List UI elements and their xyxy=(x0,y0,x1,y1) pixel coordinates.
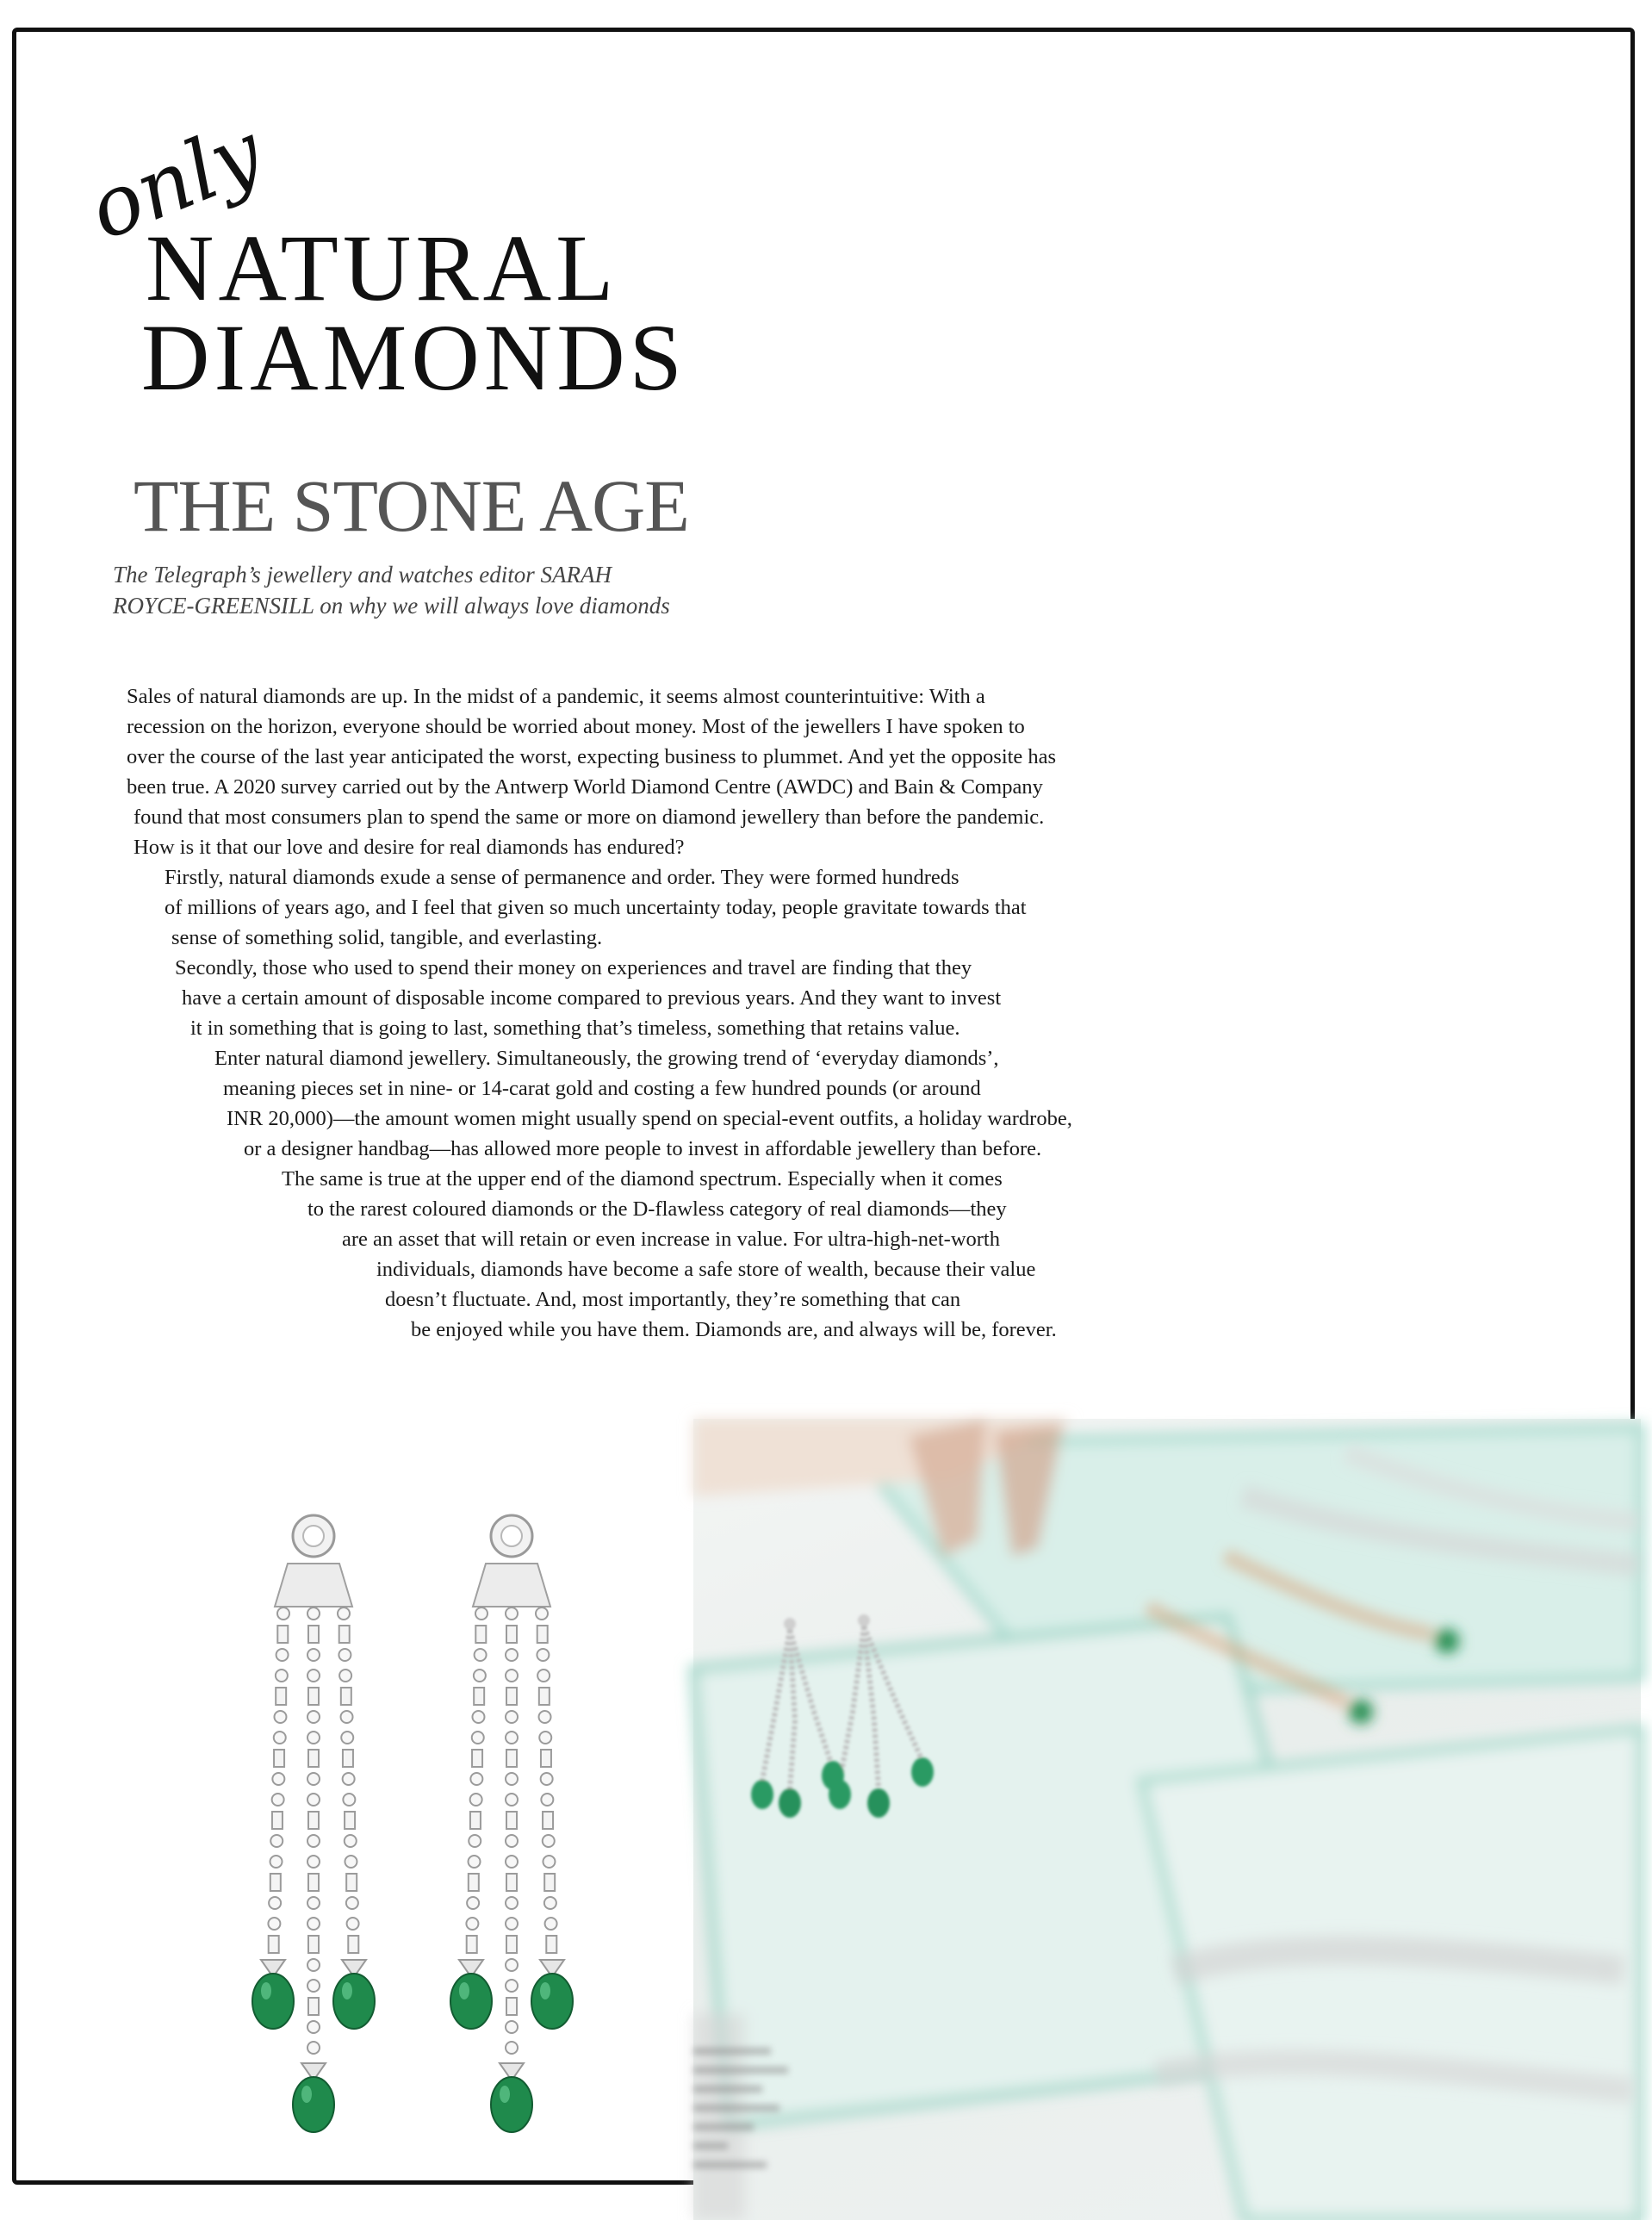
baguette-diamond xyxy=(308,1936,319,1953)
emerald-drop xyxy=(491,2077,532,2132)
masthead-line-2: DIAMONDS xyxy=(141,305,686,410)
body-line: Enter natural diamond jewellery. Simultaneously, the growing trend of ‘everyday diamonds’, xyxy=(214,1047,999,1070)
round-diamond xyxy=(466,1918,478,1930)
round-diamond xyxy=(307,1670,320,1682)
body-line: How is it that our love and desire for real diamonds has endured? xyxy=(134,836,685,859)
round-diamond xyxy=(475,1607,488,1620)
baguette-diamond xyxy=(308,1874,319,1891)
body-line: or a designer handbag—has allowed more people to invest in affordable jewellery than before. xyxy=(244,1137,1042,1160)
round-diamond xyxy=(506,1607,518,1620)
round-diamond xyxy=(272,1773,284,1785)
round-diamond xyxy=(307,1835,320,1847)
round-diamond xyxy=(470,1773,482,1785)
round-diamond xyxy=(506,1918,518,1930)
round-diamond xyxy=(307,1980,320,1992)
round-diamond xyxy=(338,1649,351,1661)
round-diamond xyxy=(506,1980,518,1992)
round-diamond xyxy=(506,1897,518,1909)
round-diamond xyxy=(472,1711,484,1723)
body-line: Sales of natural diamonds are up. In the midst of a pandemic, it seems almost counterintuitive: With a xyxy=(127,685,985,708)
round-diamond xyxy=(307,1711,320,1723)
body-line: recession on the horizon, everyone should be worried about money. Most of the jewellers I have spoken to xyxy=(127,715,1025,738)
round-diamond xyxy=(506,2042,518,2054)
emerald-drop xyxy=(531,1974,573,2029)
round-diamond xyxy=(345,1856,357,1868)
round-diamond xyxy=(506,1959,518,1971)
body-line: Secondly, those who used to spend their money on experiences and travel are finding that they xyxy=(175,956,972,979)
round-diamond xyxy=(345,1835,357,1847)
round-diamond xyxy=(543,1856,555,1868)
round-diamond xyxy=(475,1649,487,1661)
body-line: been true. A 2020 survey carried out by the Antwerp World Diamond Centre (AWDC) and Bain & Company xyxy=(127,775,1043,799)
round-diamond xyxy=(277,1607,289,1620)
body-line: individuals, diamonds have become a safe store of wealth, because their value xyxy=(376,1258,1036,1281)
article-headline: THE STONE AGE xyxy=(134,464,689,547)
baguette-diamond xyxy=(272,1812,283,1829)
round-diamond xyxy=(274,1711,286,1723)
round-diamond xyxy=(307,2021,320,2033)
baguette-diamond xyxy=(274,1750,284,1767)
masthead-title xyxy=(141,215,686,410)
body-line: INR 20,000)—the amount women might usually spend on special-event outfits, a holiday wardrobe, xyxy=(227,1107,1072,1130)
body-line: be enjoyed while you have them. Diamonds are, and always will be, forever. xyxy=(411,1318,1057,1341)
baguette-diamond xyxy=(308,1688,319,1705)
article-body xyxy=(127,681,1160,1345)
chandelier-top xyxy=(275,1564,352,1607)
body-line: it in something that is going to last, something that’s timeless, something that retains value. xyxy=(190,1017,960,1040)
round-diamond xyxy=(346,1897,358,1909)
round-diamond xyxy=(269,1897,281,1909)
round-diamond xyxy=(541,1794,553,1806)
baguette-diamond xyxy=(469,1874,479,1891)
baguette-diamond xyxy=(475,1626,486,1643)
round-diamond xyxy=(506,1856,518,1868)
round-diamond xyxy=(341,1711,353,1723)
baguette-diamond xyxy=(546,1936,556,1953)
display-photo-scene xyxy=(693,1419,1641,2220)
emerald-drop xyxy=(252,1974,294,2029)
round-diamond xyxy=(470,1794,482,1806)
baguette-diamond xyxy=(277,1626,288,1643)
baguette-diamond xyxy=(506,1626,517,1643)
round-diamond xyxy=(276,1649,289,1661)
round-diamond xyxy=(307,1856,320,1868)
round-diamond xyxy=(307,1918,320,1930)
baguette-diamond xyxy=(269,1936,279,1953)
round-diamond xyxy=(270,1856,283,1868)
round-diamond xyxy=(307,1649,320,1661)
body-line: over the course of the last year anticipated the worst, expecting business to plummet. And yet the opposite has xyxy=(127,745,1057,768)
round-diamond xyxy=(307,1607,320,1620)
round-diamond xyxy=(506,1649,518,1661)
baguette-diamond xyxy=(341,1688,351,1705)
baguette-diamond xyxy=(346,1874,357,1891)
baguette-diamond xyxy=(343,1750,353,1767)
round-diamond xyxy=(506,1835,518,1847)
body-line: The same is true at the upper end of the diamond spectrum. Especially when it comes xyxy=(282,1167,1003,1191)
round-diamond xyxy=(539,1711,551,1723)
round-diamond xyxy=(506,1794,518,1806)
round-diamond xyxy=(541,1773,553,1785)
baguette-diamond xyxy=(506,1936,517,1953)
round-diamond xyxy=(307,1732,320,1744)
round-diamond xyxy=(307,1773,320,1785)
baguette-diamond xyxy=(474,1688,484,1705)
baguette-diamond xyxy=(308,1626,319,1643)
round-diamond xyxy=(543,1835,555,1847)
standfirst-line-2: ROYCE-GREENSILL on why we will always love diamonds xyxy=(113,593,670,619)
body-line: doesn’t fluctuate. And, most importantly, they’re something that can xyxy=(385,1288,961,1311)
round-diamond xyxy=(274,1732,286,1744)
baguette-diamond xyxy=(339,1626,350,1643)
baguette-diamond xyxy=(544,1874,555,1891)
round-diamond xyxy=(472,1732,484,1744)
round-diamond xyxy=(544,1897,556,1909)
round-diamond xyxy=(474,1670,486,1682)
round-diamond xyxy=(536,1607,548,1620)
baguette-diamond xyxy=(345,1812,355,1829)
round-diamond xyxy=(268,1918,280,1930)
earring-left xyxy=(252,1515,375,2132)
round-diamond xyxy=(339,1670,351,1682)
emerald-drop xyxy=(333,1974,375,2029)
baguette-diamond xyxy=(506,1874,517,1891)
round-diamond xyxy=(537,1649,549,1661)
body-line: are an asset that will retain or even increase in value. For ultra-high-net-worth xyxy=(342,1228,1000,1251)
baguette-diamond xyxy=(506,1688,517,1705)
earring-right xyxy=(450,1515,573,2132)
body-line: Firstly, natural diamonds exude a sense of permanence and order. They were formed hundreds xyxy=(165,866,960,889)
round-diamond xyxy=(276,1670,288,1682)
baguette-diamond xyxy=(537,1626,548,1643)
body-line: of millions of years ago, and I feel that given so much uncertainty today, people gravitate towards that xyxy=(165,896,1027,919)
baguette-diamond xyxy=(270,1874,281,1891)
baguette-diamond xyxy=(539,1688,550,1705)
round-diamond xyxy=(272,1794,284,1806)
round-diamond xyxy=(506,2021,518,2033)
body-line: sense of something solid, tangible, and everlasting. xyxy=(171,926,603,949)
baguette-diamond xyxy=(308,1750,319,1767)
baguette-diamond xyxy=(506,1998,517,2015)
round-diamond xyxy=(338,1607,350,1620)
baguette-diamond xyxy=(541,1750,551,1767)
emerald-drop xyxy=(293,2077,334,2132)
round-diamond xyxy=(343,1773,355,1785)
round-diamond xyxy=(307,2042,320,2054)
round-diamond xyxy=(307,1959,320,1971)
round-diamond xyxy=(506,1711,518,1723)
round-diamond xyxy=(537,1670,550,1682)
round-diamond xyxy=(506,1670,518,1682)
baguette-diamond xyxy=(543,1812,553,1829)
baguette-diamond xyxy=(470,1812,481,1829)
body-line: meaning pieces set in nine- or 14-carat gold and costing a few hundred pounds (or around xyxy=(223,1077,981,1100)
article-standfirst xyxy=(113,559,767,621)
baguette-diamond xyxy=(308,1812,319,1829)
body-line: found that most consumers plan to spend the same or more on diamond jewellery than before the pandemic. xyxy=(134,805,1045,829)
body-line: to the rarest coloured diamonds or the D-flawless category of real diamonds—they xyxy=(307,1197,1007,1221)
emerald-earrings-image xyxy=(214,1512,611,2132)
round-diamond xyxy=(347,1918,359,1930)
round-diamond xyxy=(506,1732,518,1744)
chandelier-top xyxy=(473,1564,550,1607)
round-diamond xyxy=(270,1835,283,1847)
baguette-diamond xyxy=(467,1936,477,1953)
round-diamond xyxy=(341,1732,353,1744)
display-photo xyxy=(693,1419,1641,2220)
emerald-drop xyxy=(450,1974,492,2029)
baguette-diamond xyxy=(276,1688,286,1705)
baguette-diamond xyxy=(348,1936,358,1953)
round-diamond xyxy=(343,1794,355,1806)
round-diamond xyxy=(469,1856,481,1868)
round-diamond xyxy=(469,1835,481,1847)
round-diamond xyxy=(539,1732,551,1744)
page-frame xyxy=(12,28,1635,2185)
standfirst-line-1: The Telegraph’s jewellery and watches editor SARAH xyxy=(113,562,612,588)
baguette-diamond xyxy=(308,1998,319,2015)
script-word-text: only xyxy=(75,103,276,259)
round-diamond xyxy=(506,1773,518,1785)
round-diamond xyxy=(467,1897,479,1909)
round-diamond xyxy=(545,1918,557,1930)
baguette-diamond xyxy=(472,1750,482,1767)
baguette-diamond xyxy=(506,1750,517,1767)
masthead-line-1: NATURAL xyxy=(146,215,618,320)
round-diamond xyxy=(307,1897,320,1909)
round-diamond xyxy=(307,1794,320,1806)
baguette-diamond xyxy=(506,1812,517,1829)
body-line: have a certain amount of disposable income compared to previous years. And they want to invest xyxy=(182,986,1002,1010)
